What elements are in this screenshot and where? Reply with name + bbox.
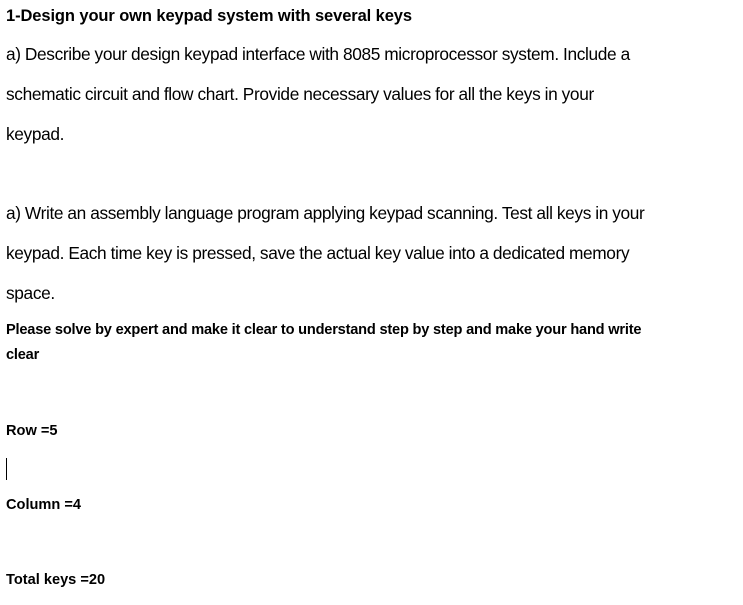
part-a-line-2: schematic circuit and flow chart. Provide necessary values for all the keys in your [6, 84, 594, 104]
total-keys: Total keys =20 [6, 572, 106, 588]
note-line-2: clear [6, 347, 40, 363]
note-line-1: Please solve by expert and make it clear to understand step by step and make your hand write [6, 322, 642, 338]
question-title: 1-Design your own keypad system with several keys [6, 7, 412, 25]
row-count: Row =5 [6, 423, 58, 439]
part-a-line-3: keypad. [6, 124, 65, 144]
part-a-line-1: a) Describe your design keypad interface with 8085 microprocessor system. Include a [6, 44, 630, 64]
part-b-line-1: a) Write an assembly language program applying keypad scanning. Test all keys in your [6, 203, 645, 223]
part-b-line-2: keypad. Each time key is pressed, save the actual key value into a dedicated memory [6, 243, 630, 263]
part-b-line-3: space. [6, 283, 55, 303]
text-cursor[interactable] [6, 458, 7, 480]
column-count: Column =4 [6, 497, 82, 513]
